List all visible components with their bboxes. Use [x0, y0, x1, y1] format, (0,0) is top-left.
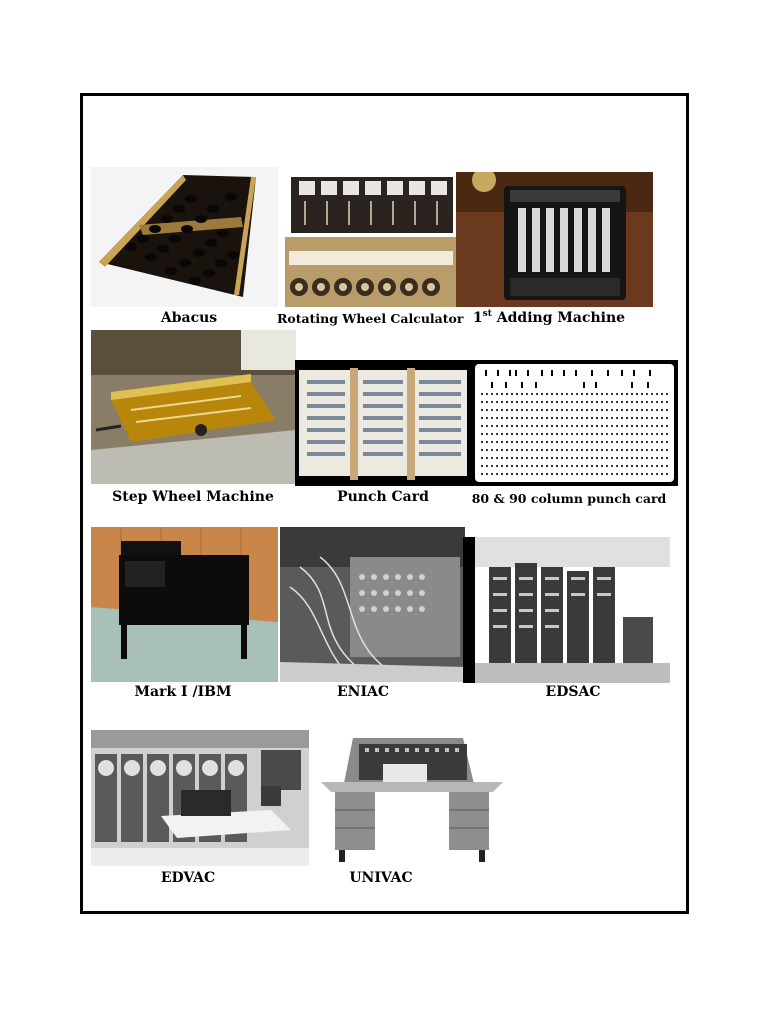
mark-i-ibm-image	[91, 527, 278, 682]
caption-adding-machine-text: Adding Machine	[491, 310, 626, 326]
caption-mark-i-ibm: Mark I /IBM	[134, 684, 232, 700]
column-punch-card-image	[471, 360, 678, 486]
caption-adding-machine-superscript: st	[482, 309, 492, 319]
caption-step-wheel-machine: Step Wheel Machine	[112, 489, 274, 505]
caption-rotating-wheel-calculator: Rotating Wheel Calculator	[277, 311, 464, 326]
page-frame	[80, 93, 689, 914]
caption-eniac: ENIAC	[336, 684, 390, 700]
caption-adding-machine-number: 1	[472, 310, 483, 326]
caption-abacus: Abacus	[160, 310, 218, 326]
step-wheel-machine-image	[91, 330, 296, 484]
rotating-wheel-calculator-image	[285, 175, 457, 307]
edsac-image	[463, 537, 670, 683]
eniac-image	[280, 527, 465, 682]
punch-card-image	[295, 360, 471, 486]
edvac-image	[91, 730, 309, 866]
caption-edvac: EDVAC	[160, 870, 216, 886]
caption-edsac: EDSAC	[545, 684, 601, 700]
abacus-image	[91, 167, 278, 307]
univac-image	[313, 728, 511, 866]
caption-adding-machine	[469, 309, 629, 326]
caption-univac: UNIVAC	[349, 870, 413, 886]
caption-punch-card: Punch Card	[337, 489, 429, 505]
adding-machine-image	[456, 172, 653, 307]
caption-column-punch-card: 80 & 90 column punch card	[471, 491, 667, 506]
